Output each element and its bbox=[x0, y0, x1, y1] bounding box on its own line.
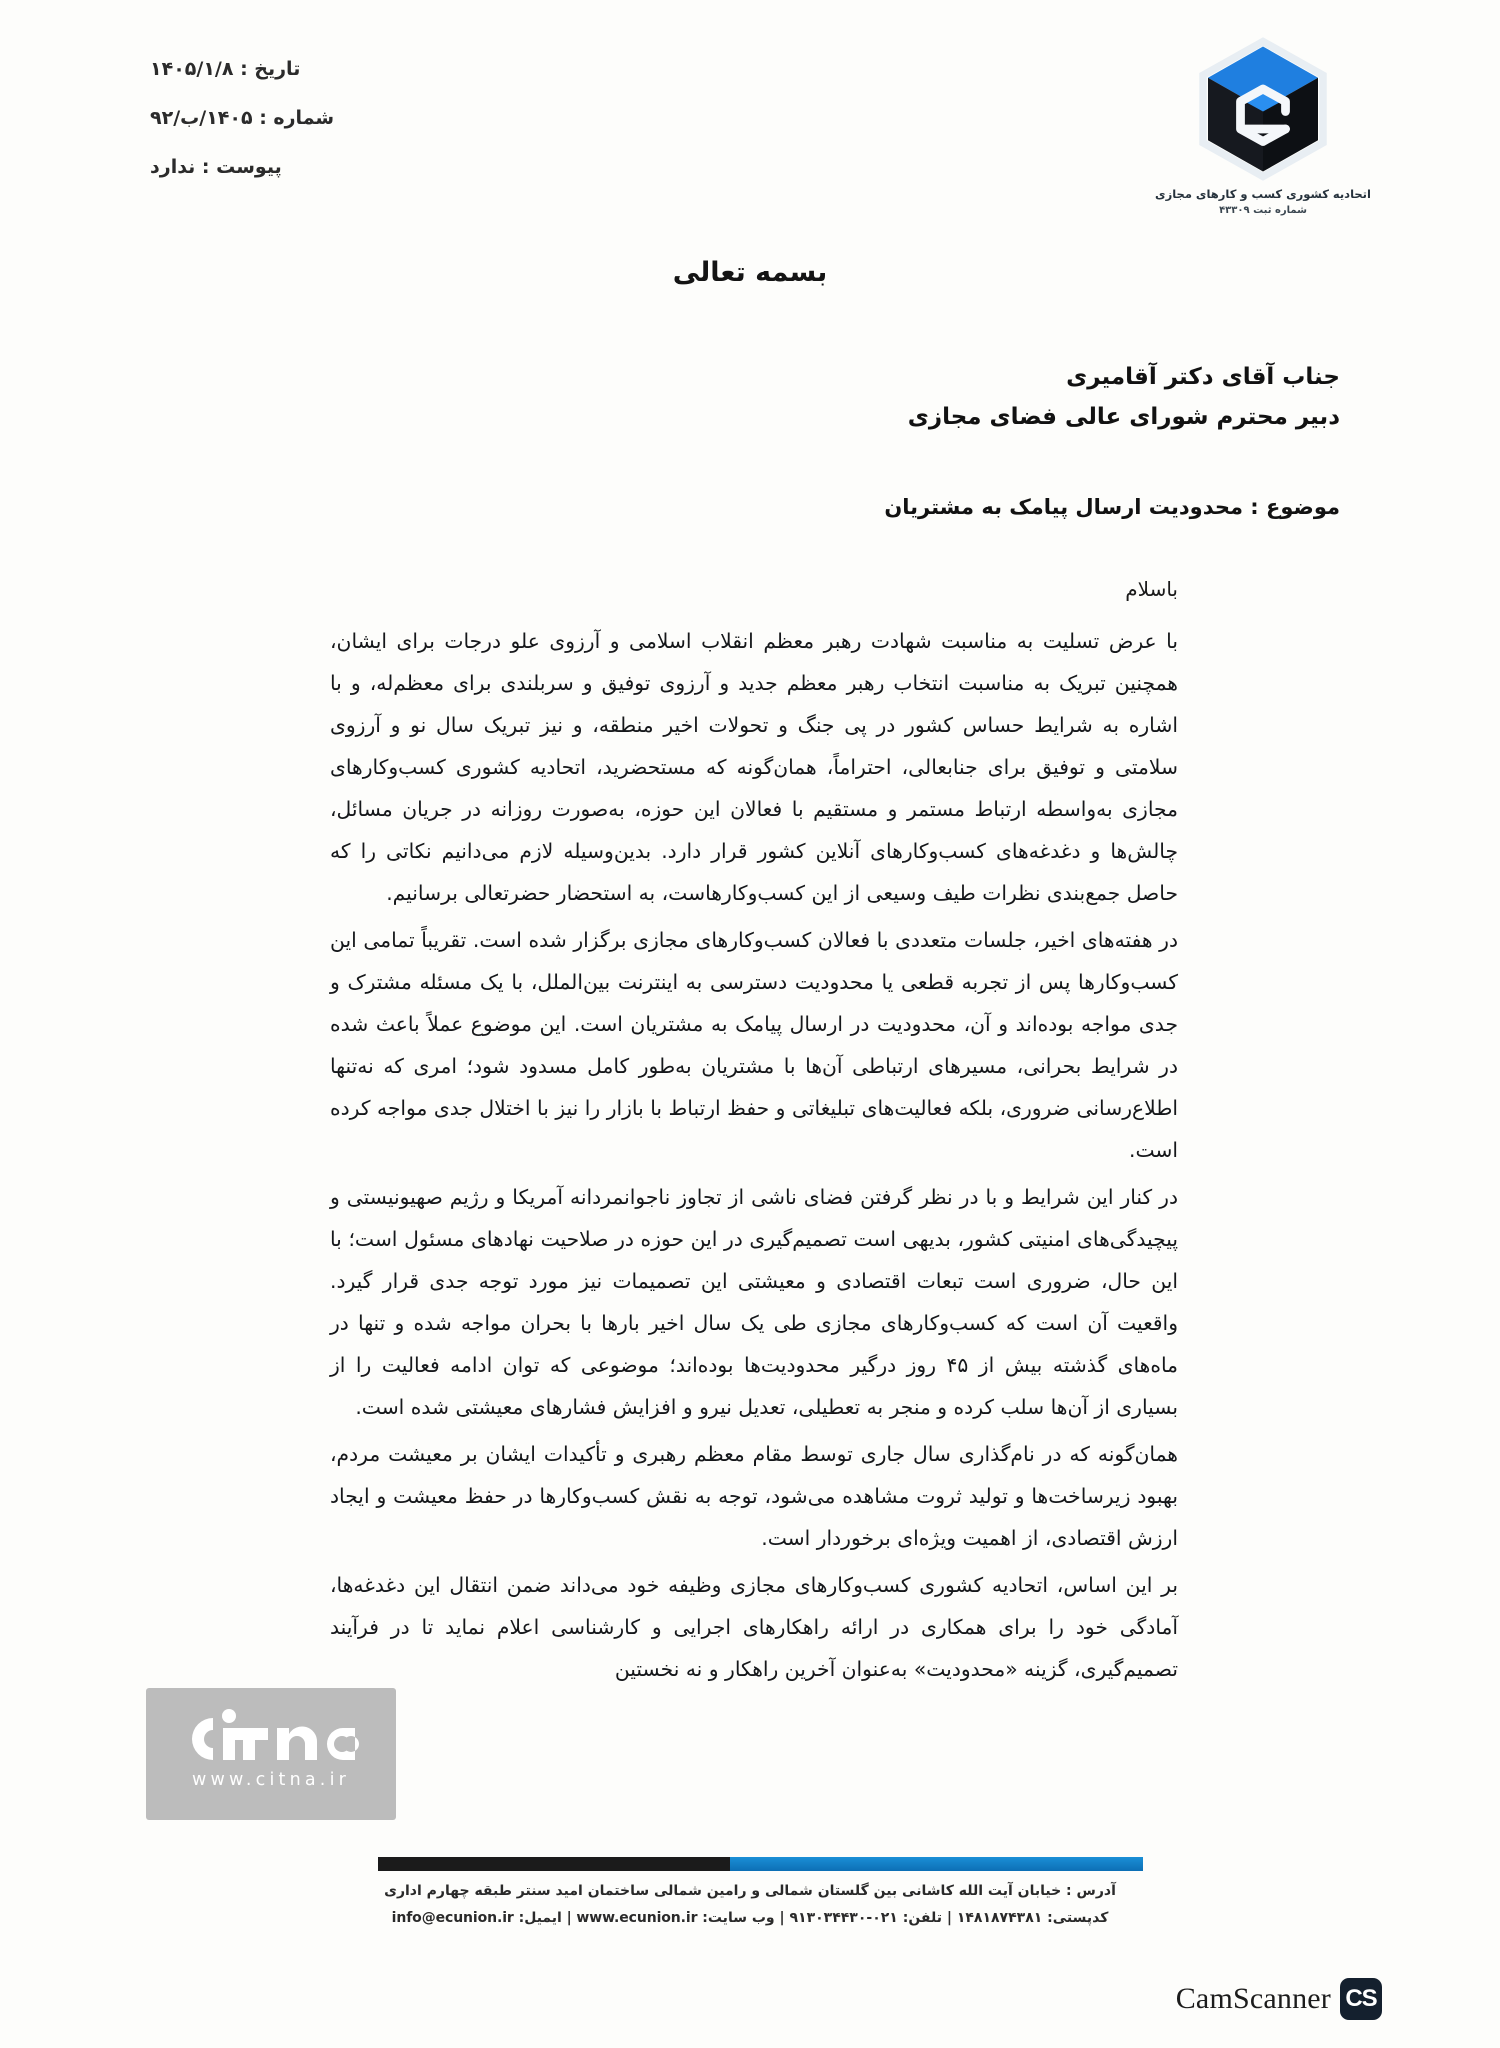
letter-body bbox=[330, 620, 1178, 1695]
footer-bar-cyan bbox=[730, 1857, 1143, 1871]
invocation-heading: بسمه تعالی bbox=[672, 257, 828, 288]
footer-contact-block bbox=[0, 1878, 1500, 1933]
body-paragraph: همان‌گونه که در نام‌گذاری سال جاری توسط مقام معظم رهبری و تأکیدات ایشان بر معیشت مردم، بهبود زیرساخت‌ها و تولید ثروت مشاهده می‌شود، توجه به نقش کسب‌وکارها در حفظ معیشت و ایجاد ارزش اقتصادی، از اهمیت ویژه‌ای برخوردار است. bbox=[330, 1442, 1178, 1550]
addressee-name: جناب آقای دکتر آقامیری bbox=[1066, 364, 1340, 390]
camscanner-badge bbox=[1176, 1978, 1382, 2020]
addressee-title: دبیر محترم شورای عالی فضای مجازی bbox=[907, 403, 1340, 430]
salutation: باسلام bbox=[1125, 577, 1178, 601]
letterhead-header bbox=[0, 0, 1500, 270]
footer-contact-details: کدپستی: ۱۴۸۱۸۷۴۳۸۱ | تلفن: ۰۲۱-۹۱۳۰۳۴۴۳۰ | وب سایت: www.ecunion.ir | ایمیل: info@ecunion.ir bbox=[391, 1910, 1109, 1927]
hexagon-cube-e-logo-icon bbox=[1188, 34, 1338, 184]
letter-number: شماره : ۱۴۰۵/ب/۹۲ bbox=[150, 106, 335, 129]
footer-bar-dark bbox=[378, 1857, 730, 1871]
footer-address: آدرس : خیابان آیت الله کاشانی بین گلستان شمالی و رامین شمالی ساختمان امید سنتر طبقه چهارم اداری bbox=[384, 1883, 1116, 1899]
camscanner-label: CamScanner bbox=[1175, 1982, 1331, 2015]
camscanner-icon: CS bbox=[1340, 1978, 1382, 2020]
letter-metadata bbox=[150, 60, 440, 207]
logo-caption-text: اتحادیه کشوری کسب و کارهای مجازی bbox=[1155, 187, 1371, 201]
body-paragraph: در کنار این شرایط و با در نظر گرفتن فضای ناشی از تجاوز ناجوانمردانه آمریکا و رژیم صهیونیستی و پیچیدگی‌های امنیتی کشور، بدیهی است تصمیم‌گیری در این حوزه در صلاحیت نهادهای مسئول است؛ با این حال، ضروری است تبعات اقتصادی و معیشتی این تصمیمات نیز مورد توجه جدی قرار گیرد. واقعیت آن است که کسب‌وکارهای مجازی طی یک سال اخیر بارها با بحران مواجه شده و تنها در ماه‌های گذشته بیش از ۴۵ روز درگیر محدودیت‌ها بوده‌اند؛ موضوعی که توان ادامه فعالیت را از بسیاری از آن‌ها سلب کرده و منجر به تعطیلی، تعدیل نیرو و افزایش فشارهای معیشتی شده است. bbox=[330, 1185, 1179, 1419]
addressee-block bbox=[908, 358, 1340, 437]
logo-registration-number: شماره ثبت ۴۳۳۰۹ bbox=[1219, 205, 1307, 217]
citna-logo-icon bbox=[171, 1704, 371, 1766]
organization-logo bbox=[1138, 34, 1388, 218]
letter-attachment: پیوست : ندارد bbox=[150, 155, 282, 178]
footer-color-bar bbox=[378, 1857, 1143, 1871]
body-paragraph: با عرض تسلیت به مناسبت شهادت رهبر معظم انقلاب اسلامی و آرزوی علو درجات برای ایشان، همچنین تبریک به مناسبت انتخاب رهبر معظم جدید و آرزوی توفیق و سربلندی برای معظم‌له، و با اشاره به شرایط حساس کشور در پی جنگ و تحولات اخیر منطقه، و نیز تبریک سال نو و آرزوی سلامتی و توفیق برای جنابعالی، احتراماً، همان‌گونه که مستحضرید، اتحادیه کشوری کسب‌وکارهای مجازی به‌واسطه ارتباط مستمر و مستقیم با فعالان این حوزه، به‌صورت روزانه در جریان مسائل، چالش‌ها و دغدغه‌های کسب‌وکارهای آنلاین کشور قرار دارد. بدین‌وسیله لازم می‌دانیم نکاتی را که حاصل جمع‌بندی نظرات طیف وسیعی از این کسب‌وکارهاست، به استحضار حضرتعالی برسانیم. bbox=[330, 629, 1178, 905]
body-paragraph: بر این اساس، اتحادیه کشوری کسب‌وکارهای مجازی وظیفه خود می‌داند ضمن انتقال این دغدغه‌ها، آمادگی خود را برای همکاری در ارائه راهکارهای اجرایی و کارشناسی اعلام نماید تا در فرآیند تصمیم‌گیری، گزینه «محدودیت» به‌عنوان آخرین راهکار و نه نخستین bbox=[330, 1573, 1178, 1681]
citna-watermark-url: www.citna.ir bbox=[191, 1770, 351, 1790]
letter-date: تاریخ : ۱۴۰۵/۱/۸ bbox=[150, 58, 301, 80]
body-paragraph: در هفته‌های اخیر، جلسات متعددی با فعالان کسب‌وکارهای مجازی برگزار شده است. تقریباً تمامی این کسب‌وکارها پس از تجربه قطعی یا محدودیت دسترسی به اینترنت بین‌الملل، با یک مسئله مشترک و جدی مواجه بوده‌اند و آن، محدودیت در ارسال پیامک به مشتریان است. این موضوع عملاً باعث شده در شرایط بحرانی، مسیرهای ارتباطی آن‌ها با مشتریان به‌طور کامل مسدود شود؛ امری که نه‌تنها اطلاع‌رسانی ضروری، بلکه فعالیت‌های تبلیغاتی و حفظ ارتباط با بازار را نیز با اختلال جدی مواجه کرده است. bbox=[330, 928, 1178, 1162]
citna-watermark bbox=[146, 1688, 396, 1820]
subject-line: موضوع : محدودیت ارسال پیامک به مشتریان bbox=[884, 495, 1340, 519]
